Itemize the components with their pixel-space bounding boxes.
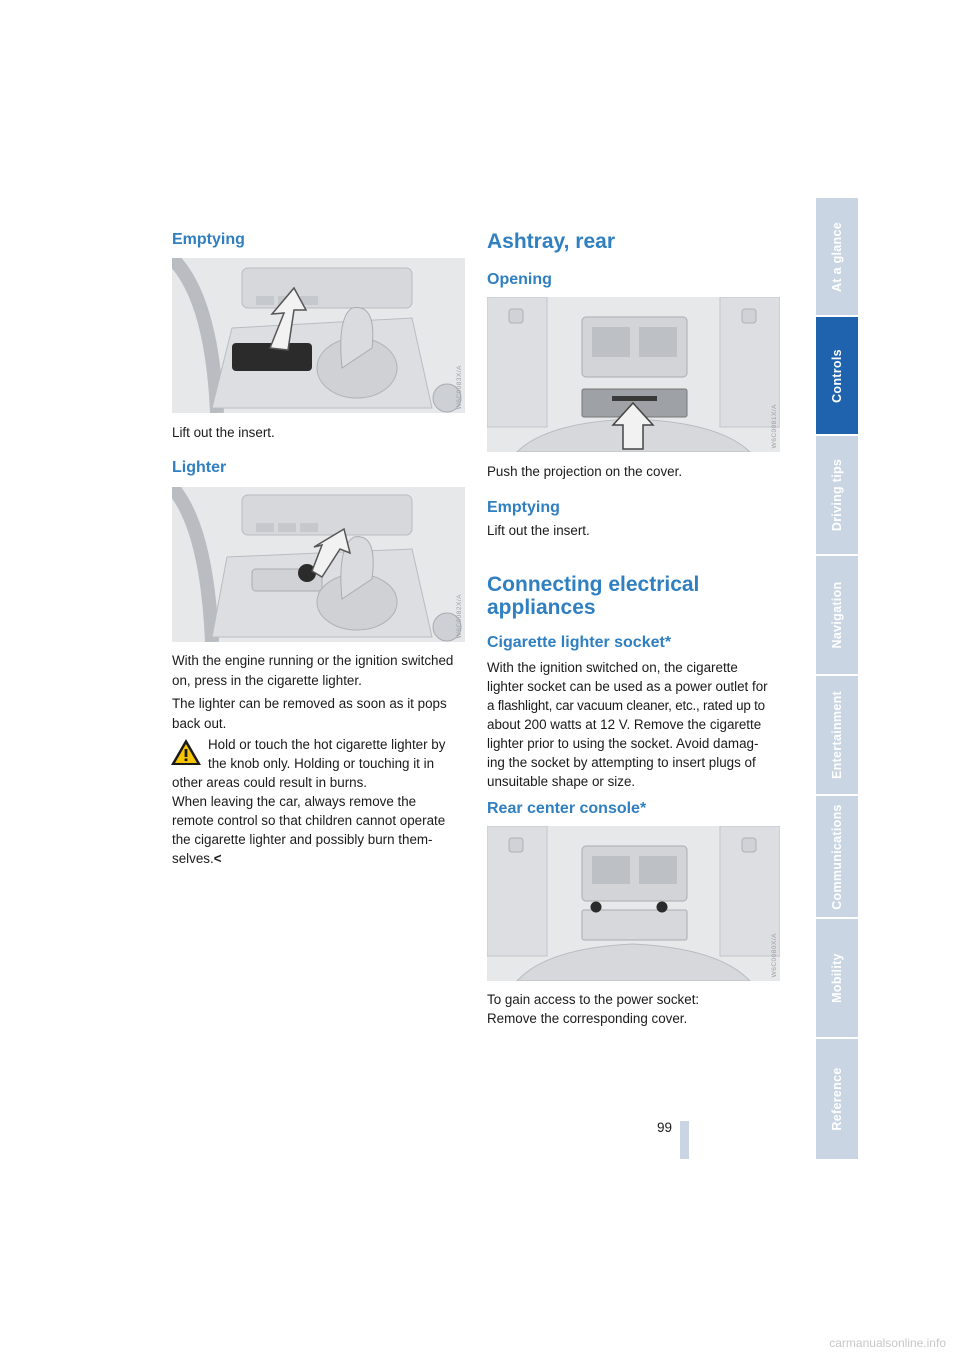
tab-communications[interactable] xyxy=(816,796,858,919)
warning-icon xyxy=(170,738,202,771)
end-marker: < xyxy=(213,851,222,866)
tab-label: Navigation xyxy=(830,581,844,649)
tab-label: Entertainment xyxy=(830,691,844,779)
tab-entertainment[interactable] xyxy=(816,676,858,796)
socket-line-2: lighter socket can be used as a power outlet for xyxy=(487,679,768,694)
tab-label: At a glance xyxy=(830,221,844,292)
figure-code: W6C0082X/A xyxy=(456,593,463,638)
emptying-rear-text: Lift out the insert. xyxy=(487,523,590,538)
figure-code: W6C0080X/A xyxy=(771,932,778,977)
lighter-paragraph-2: The lighter can be removed as soon as it pops back out. xyxy=(172,696,447,731)
warning-line-2: the knob only. Holding or touching it in xyxy=(208,756,435,771)
figure-code: W6C0081X/A xyxy=(771,403,778,448)
tab-mobility[interactable] xyxy=(816,919,858,1039)
emptying-text: Lift out the insert. xyxy=(172,425,275,440)
page-number-bar xyxy=(680,1121,689,1159)
tab-label: Controls xyxy=(830,348,844,403)
tab-navigation[interactable] xyxy=(816,556,858,676)
socket-line-4: about 200 watts at 12 V. Remove the cigarette xyxy=(487,717,762,732)
emptying-heading: Emptying xyxy=(172,231,245,248)
warning-line-3: other areas could result in burns. xyxy=(172,775,368,790)
lighter-paragraph-1: With the engine running or the ignition switched on, press in the cigarette lighter. xyxy=(172,653,454,688)
opening-heading: Opening xyxy=(487,271,552,288)
access-line-1: To gain access to the power socket: xyxy=(487,992,700,1007)
lighter-heading: Lighter xyxy=(172,459,227,476)
page-number: 99 xyxy=(656,1120,672,1135)
ashtray-rear-heading: Ashtray, rear xyxy=(487,230,616,253)
rear-console-heading: Rear center console* xyxy=(487,800,647,817)
tab-driving-tips[interactable] xyxy=(816,436,858,556)
socket-line-6: ing the socket by attempting to insert plugs of xyxy=(487,755,756,770)
warning-line-1: Hold or touch the hot cigarette lighter by xyxy=(208,737,446,752)
socket-heading: Cigarette lighter socket* xyxy=(487,634,672,651)
tab-label: Reference xyxy=(830,1067,844,1131)
rear-console-figure xyxy=(487,826,780,981)
emptying-rear-heading: Emptying xyxy=(487,499,560,516)
access-line-2: Remove the corresponding cover. xyxy=(487,1011,688,1026)
tab-at-a-glance[interactable] xyxy=(816,198,858,317)
opening-text: Push the projection on the cover. xyxy=(487,464,683,479)
tab-label: Driving tips xyxy=(830,458,844,532)
tab-label: Communications xyxy=(830,803,844,910)
footer-watermark[interactable]: carmanualsonline.info xyxy=(829,1336,946,1350)
figure-code: W6C0083X/A xyxy=(456,364,463,409)
socket-line-7: unsuitable shape or size. xyxy=(487,774,636,789)
connecting-heading-line-2: appliances xyxy=(487,596,596,619)
socket-line-3: a flashlight, car vacuum cleaner, etc., rated up to xyxy=(487,698,765,713)
rear-ashtray-figure xyxy=(487,297,780,452)
socket-line-5: lighter prior to using the socket. Avoid damag- xyxy=(487,736,759,751)
tab-reference[interactable] xyxy=(816,1039,858,1159)
socket-line-1: With the ignition switched on, the cigarette xyxy=(487,660,738,675)
lighter-figure xyxy=(172,487,465,642)
tab-controls[interactable] xyxy=(816,317,858,436)
warning-line-5: remote control so that children cannot operate xyxy=(172,813,446,828)
tab-label: Mobility xyxy=(830,953,844,1003)
connecting-heading-line-1: Connecting electrical xyxy=(487,573,700,596)
warning-line-6: the cigarette lighter and possibly burn them- xyxy=(172,832,433,847)
ashtray-front-figure xyxy=(172,258,465,413)
warning-line-7: selves.< xyxy=(172,851,222,866)
warning-line-4: When leaving the car, always remove the xyxy=(172,794,417,809)
